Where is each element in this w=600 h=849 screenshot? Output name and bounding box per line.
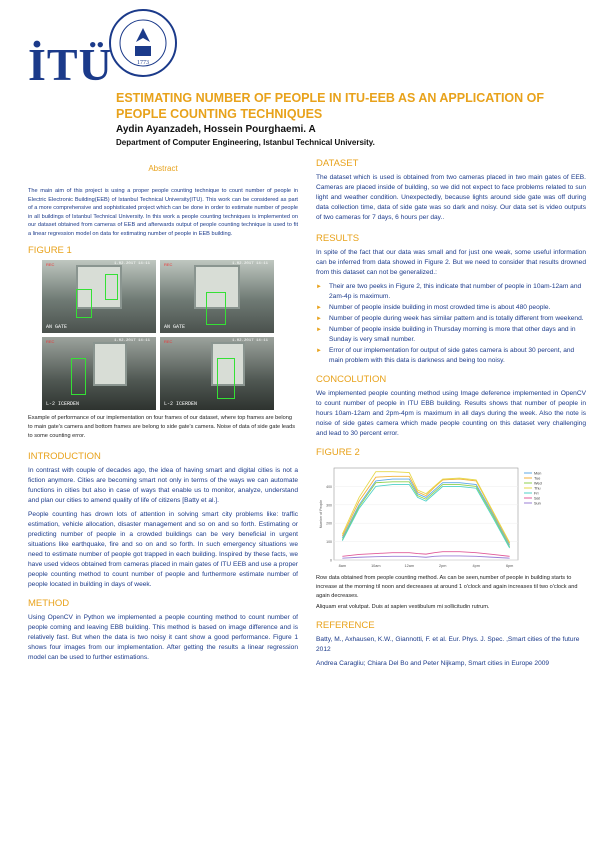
results-list	[316, 282, 586, 366]
legend-label: Mon	[534, 471, 542, 476]
list-item: ► Number of people during week has similar pattern and is totally different from weekend.	[316, 314, 586, 324]
y-tick-label: 200	[326, 521, 332, 526]
itu-logo: İTÜ	[28, 39, 113, 90]
list-item: ► Number of people inside building in most crowded time is about 480 people.	[316, 303, 586, 313]
legend-label: Wed	[534, 481, 542, 486]
reference-heading: REFERENCE	[316, 620, 375, 631]
results-intro: In spite of the fact that our data was small and for just one weak, some useful information can be inferred from data showed in Figure 2. But we need to consider that results drowned from this dataset can not be generalized.:	[316, 249, 586, 276]
poster-title: ESTIMATING NUMBER OF PEOPLE IN ITU-EEB AS AN APPLICATION OF PEOPLE COUNTING TECHNIQUES	[116, 91, 545, 121]
y-tick-label: 100	[326, 540, 332, 545]
introduction-paragraph: In contrast with couple of decades ago, the idea of having smart and digital cities is not a fiction anymore. Cities are becoming smart not only in terms of the ways we can automate functions in cities but also in case of ways that enable us to monitor, analyze, understand and plan our cities to amend quality of life of citizens [Batty et al.].	[28, 466, 298, 504]
y-tick-label: 0	[330, 558, 332, 563]
left-column	[28, 158, 298, 663]
figure2-chart	[318, 462, 558, 572]
seal-year: 1773	[137, 60, 149, 66]
x-tick-label: 6pm	[505, 564, 514, 568]
list-item: ► Error of our implementation for output of side gates camera is about 30 percent, and main problem with this data is darkness and being too noisy.	[316, 346, 586, 366]
legend-label: Tue	[534, 476, 541, 481]
right-column	[316, 158, 586, 673]
x-tick-label: 12am	[404, 564, 415, 568]
x-tick-label: 10am	[371, 564, 381, 568]
conclusion-text: We implemented people counting method using Image deference implemented in OpenCV to count number of people in ITU EBB building. Results shows that number of people in hours 10am-12am and 2pm-4pm is maximum in all days during the week. Also the note is noise of side gates camera which made people counting on this dataset very challenging and lead to 30 percent error.	[316, 390, 586, 437]
list-item: ► Number of people inside building in Thursday morning is more that other days and in Sunday is very small number.	[316, 325, 586, 345]
camera-frame: REC 1.02.2017 14:11 L-2 ICERDEN	[160, 337, 274, 410]
x-tick-label: 4pm	[472, 564, 480, 568]
introduction-heading: INTRODUCTION	[28, 450, 101, 462]
authors: Aydin Ayanzadeh, Hossein Pourghaemi. A	[116, 124, 316, 135]
line-chart	[318, 462, 558, 572]
x-tick-label: 8am	[338, 564, 347, 568]
abstract-heading: Abstract	[148, 164, 178, 173]
y-tick-label: 300	[326, 503, 332, 508]
y-tick-label: 400	[326, 484, 332, 489]
method-text: Using OpenCV in Python we implemented a people counting method to count number of people coming and leaving EBB building. This method is based on image difference and is relatively fast. But when the data is two noisy it cant show a good performance. Figure 1 shows four images from our implementation. After getting the results a linear regression model can be used to further estimations.	[28, 613, 298, 661]
dataset-text: The dataset which is used is obtained from two cameras placed in two main gates of EEB. Cameras are placed inside of building, so we did not expect to face problems related to sun light and weather condition. Unexpectedly, because lights around side gate was off during data collection time, data of side gate was so dark and noisy. Our data set is video outputs of two cameras for 7 days, 6 hours per day..	[316, 174, 586, 221]
university-seal-icon	[108, 8, 178, 78]
x-tick-label: 2pm	[439, 564, 447, 568]
results-heading: RESULTS	[316, 233, 360, 244]
reference-item: Batty, M., Axhausen, K.W., Giannotti, F. et al. Eur. Phys. J. Spec. ,Smart cities of the future 2012	[316, 636, 580, 653]
dataset-heading: DATASET	[316, 158, 359, 169]
introduction-paragraph: People counting has drown lots of attention in solving smart city problems like: traffic estimation, vehicle allocation, disaster management and so on and so forth. Estimating or predicting number of people in a crowded buildings can be very beneficial in urgent situations like earthquake, fire and so on and so forth. In such emergency situations we need to estimate number of people got trapped in each building. Inspired by these facts, we have used videos obtained from cameras placed in main gates of ITU EEB and use a proper people counting method to count number of people and furthermore estimate number of people located in building in days of week.	[28, 510, 298, 588]
y-axis-label: Number of People	[319, 499, 323, 529]
figure2-heading: FIGURE 2	[316, 447, 360, 458]
figure1-heading: FIGURE 1	[28, 244, 72, 256]
figure1-caption: Example of performance of our implementation on four frames of our dataset, where top frames are belong to main gate's camera and bottom frames are belong to side gate's camera. Noise of data of side gate leads to some counting error.	[28, 414, 296, 439]
list-item: ► Their are two peeks in Figure 2, this indicate that number of people in 10am-12am and 2am-4p is maximum.	[316, 282, 586, 302]
camera-frame: REC 1.02.2017 14:11 AN GATE	[160, 260, 274, 333]
camera-frame: REC 1.02.2017 14:11 AN GATE	[42, 260, 156, 333]
figure1-frames	[42, 260, 274, 410]
department: Department of Computer Engineering, Istanbul Technical University.	[116, 138, 375, 147]
camera-frame: REC 1.02.2017 14:11 L-2 ICERDEN	[42, 337, 156, 410]
figure2-caption: Row data obtained from people counting method. As can be seen,number of people in building starts to increase at the morning til noon and decreases at around 1 o'clock and again increases til two o'clock and again decreases.	[316, 575, 578, 599]
legend-label: Sun	[534, 501, 541, 506]
legend-label: Thu	[534, 486, 541, 491]
legend-label: Sat	[534, 496, 540, 501]
abstract-text: The main aim of this project is using a proper people counting technique to count number of people in Electric Electronic Building(EEB) of Istanbul Technical University(ITU). This work can be considered as part of a more comprehensive and sophisticated project which can be done in order to estimate number of people in all buildings of Istanbul Technical University. In this work a people counting techniques is implemented on our dataset obtained from cameras of EEB and afterwards output of people counting technique is used to fit a linear regression model on data for estimating number of people in EEB building.	[28, 188, 298, 237]
conclusion-heading: CONCOLUTION	[316, 374, 387, 385]
legend-label: Fri	[534, 491, 539, 496]
reference-item: Andrea Caragliu; Chiara Del Bo and Peter Nijkamp, Smart cities in Europe 2009	[316, 660, 550, 667]
method-heading: METHOD	[28, 597, 70, 609]
figure2-caption-note: Aliquam erat volutpat. Duis at sapien vestibulum mi sollicitudin rutrum.	[316, 604, 490, 610]
